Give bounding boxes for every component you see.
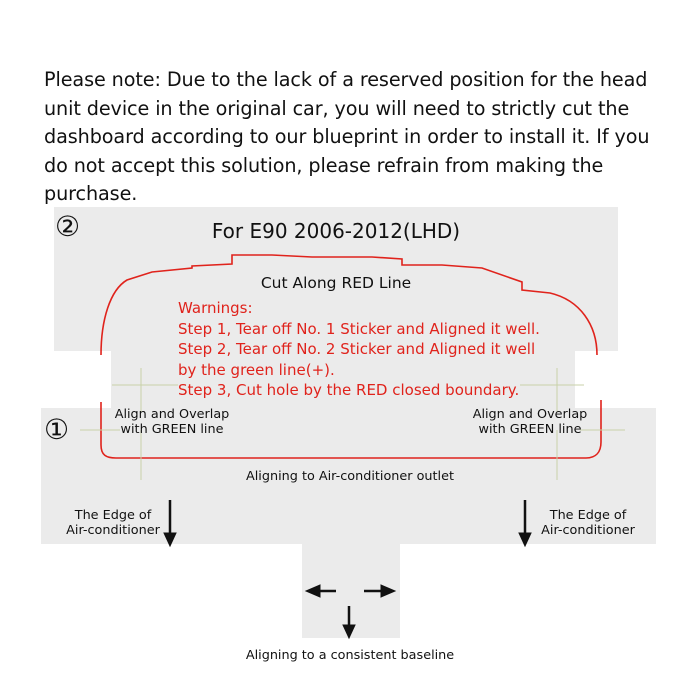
align-right-line-1: Align and Overlap xyxy=(472,407,588,422)
align-right-label xyxy=(466,407,594,437)
edge-left-label xyxy=(58,508,168,538)
vehicle-title: For E90 2006-2012(LHD) xyxy=(211,219,461,243)
edge-left-line-2: Air-conditioner xyxy=(66,523,160,538)
edge-right-line-1: The Edge of xyxy=(549,508,627,523)
cut-instruction: Cut Along RED Line xyxy=(260,274,412,292)
align-right-line-2: with GREEN line xyxy=(478,422,582,437)
edge-right-label xyxy=(533,508,643,538)
baseline-left-arrow-head xyxy=(306,585,320,597)
warning-step-3: Step 3, Cut hole by the RED closed boundary. xyxy=(178,381,520,400)
arrows xyxy=(164,500,531,638)
baseline-down-arrow-head xyxy=(343,625,355,638)
edge-right-line-2: Air-conditioner xyxy=(541,523,635,538)
warning-step-2: Step 2, Tear off No. 2 Sticker and Aligned it well xyxy=(178,340,536,359)
baseline-label: Aligning to a consistent baseline xyxy=(245,648,455,663)
edge-right-arrow-head xyxy=(519,533,531,546)
warnings-heading: Warnings: xyxy=(178,299,253,317)
warnings-block xyxy=(178,298,540,401)
align-left-label xyxy=(108,407,236,437)
aircon-outlet-label: Aligning to Air-conditioner outlet xyxy=(245,469,454,484)
align-left-line-2: with GREEN line xyxy=(120,422,224,437)
sticker-1-number: ① xyxy=(44,413,70,446)
warning-step-2-continued: by the green line(+). xyxy=(178,360,335,379)
edge-left-line-1: The Edge of xyxy=(74,508,152,523)
warning-step-1: Step 1, Tear off No. 1 Sticker and Aligned it well. xyxy=(178,319,540,338)
align-left-line-1: Align and Overlap xyxy=(114,407,230,422)
purchase-notice: Please note: Due to the lack of a reserved position for the head unit device in the original car, you will need to strictly cut the dashboard according to our blueprint in order to install it. If you do not accept this solution, please refrain from making the purchase. xyxy=(44,68,650,205)
baseline-right-arrow-head xyxy=(381,585,395,597)
sticker-2-number: ② xyxy=(55,210,81,243)
